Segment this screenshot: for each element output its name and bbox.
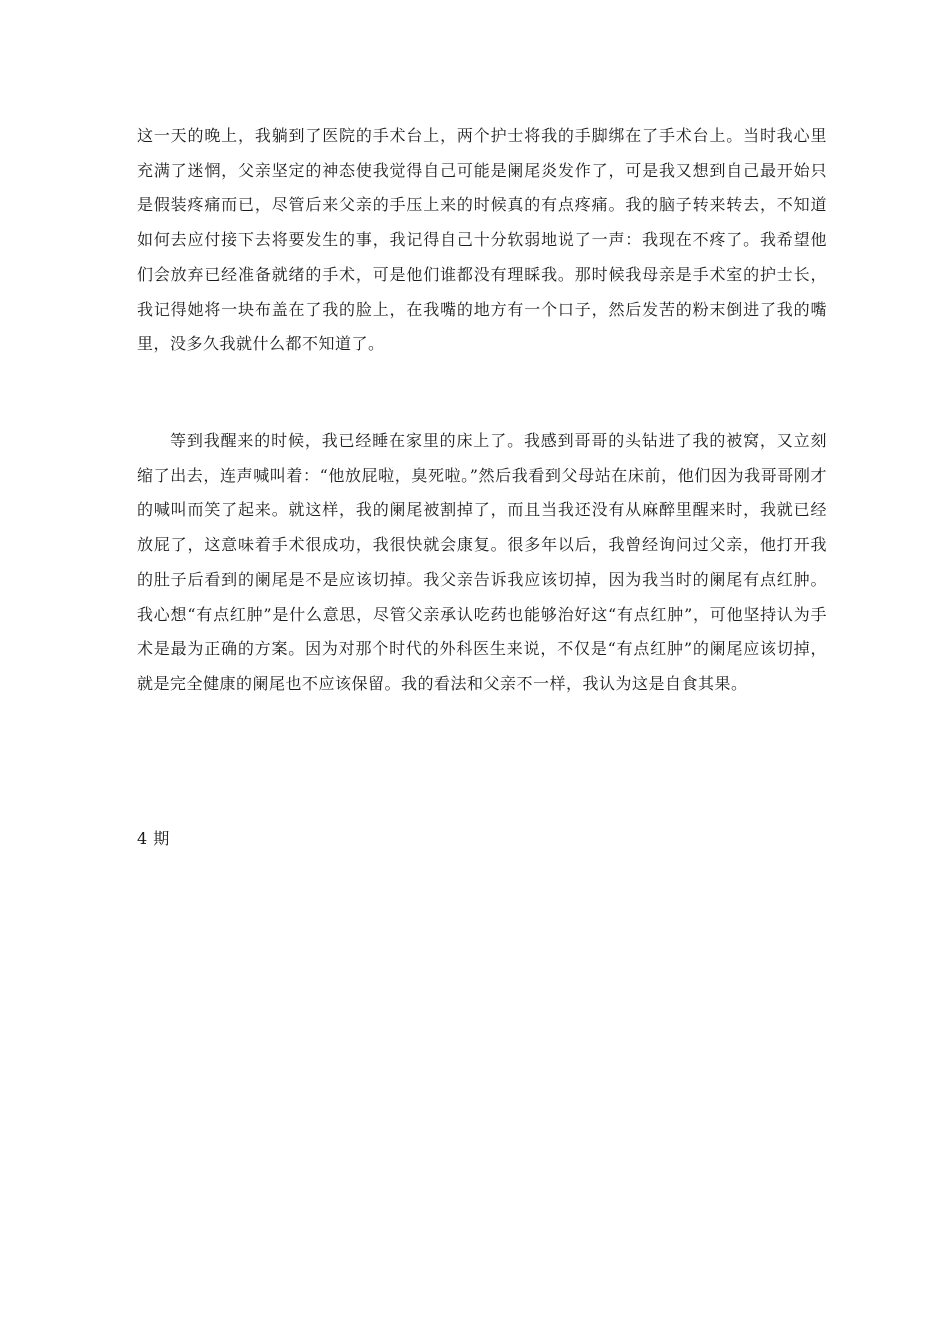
paragraph-2: 等到我醒来的时候，我已经睡在家里的床上了。我感到哥哥的头钻进了我的被窝，又立刻缩了出去，连声喊叫着：“他放屁啦，臭死啦。”然后我看到父母站在床前，他们因为我哥哥刚才的喊叫而笑了起来。就这样，我的阑尾被割掉了，而且当我还没有从麻醉里醒来时，我就已经放屁了，这意味着手术很成功，我很快就会康复。很多年以后，我曾经询问过父亲，他打开我的肚子后看到的阑尾是不是应该切掉。我父亲告诉我应该切掉，因为我当时的阑尾有点红肿。我心想“有点红肿”是什么意思，尽管父亲承认吃药也能够治好这“有点红肿”，可他坚持认为手术是最为正确的方案。因为对那个时代的外科医生来说，不仅是“有点红肿”的阑尾应该切掉，就是完全健康的阑尾也不应该保留。我的看法和父亲不一样，我认为这是自食其果。	[137, 431, 827, 693]
paragraph-1: 这一天的晚上，我躺到了医院的手术台上，两个护士将我的手脚绑在了手术台上。当时我心里充满了迷惘，父亲坚定的神态使我觉得自己可能是阑尾炎发作了，可是我又想到自己最开始只是假装疼痛而已，尽管后来父亲的手压上来的时候真的有点疼痛。我的脑子转来转去，不知道如何去应付接下去将要发生的事，我记得自己十分软弱地说了一声：我现在不疼了。我希望他们会放弃已经准备就绪的手术，可是他们谁都没有理睬我。那时候我母亲是手术室的护士长，我记得她将一块布盖在了我的脸上，在我嘴的地方有一个口子，然后发苦的粉末倒进了我的嘴里，没多久我就什么都不知道了。	[137, 126, 827, 354]
issue-label: 4 期	[137, 829, 170, 848]
